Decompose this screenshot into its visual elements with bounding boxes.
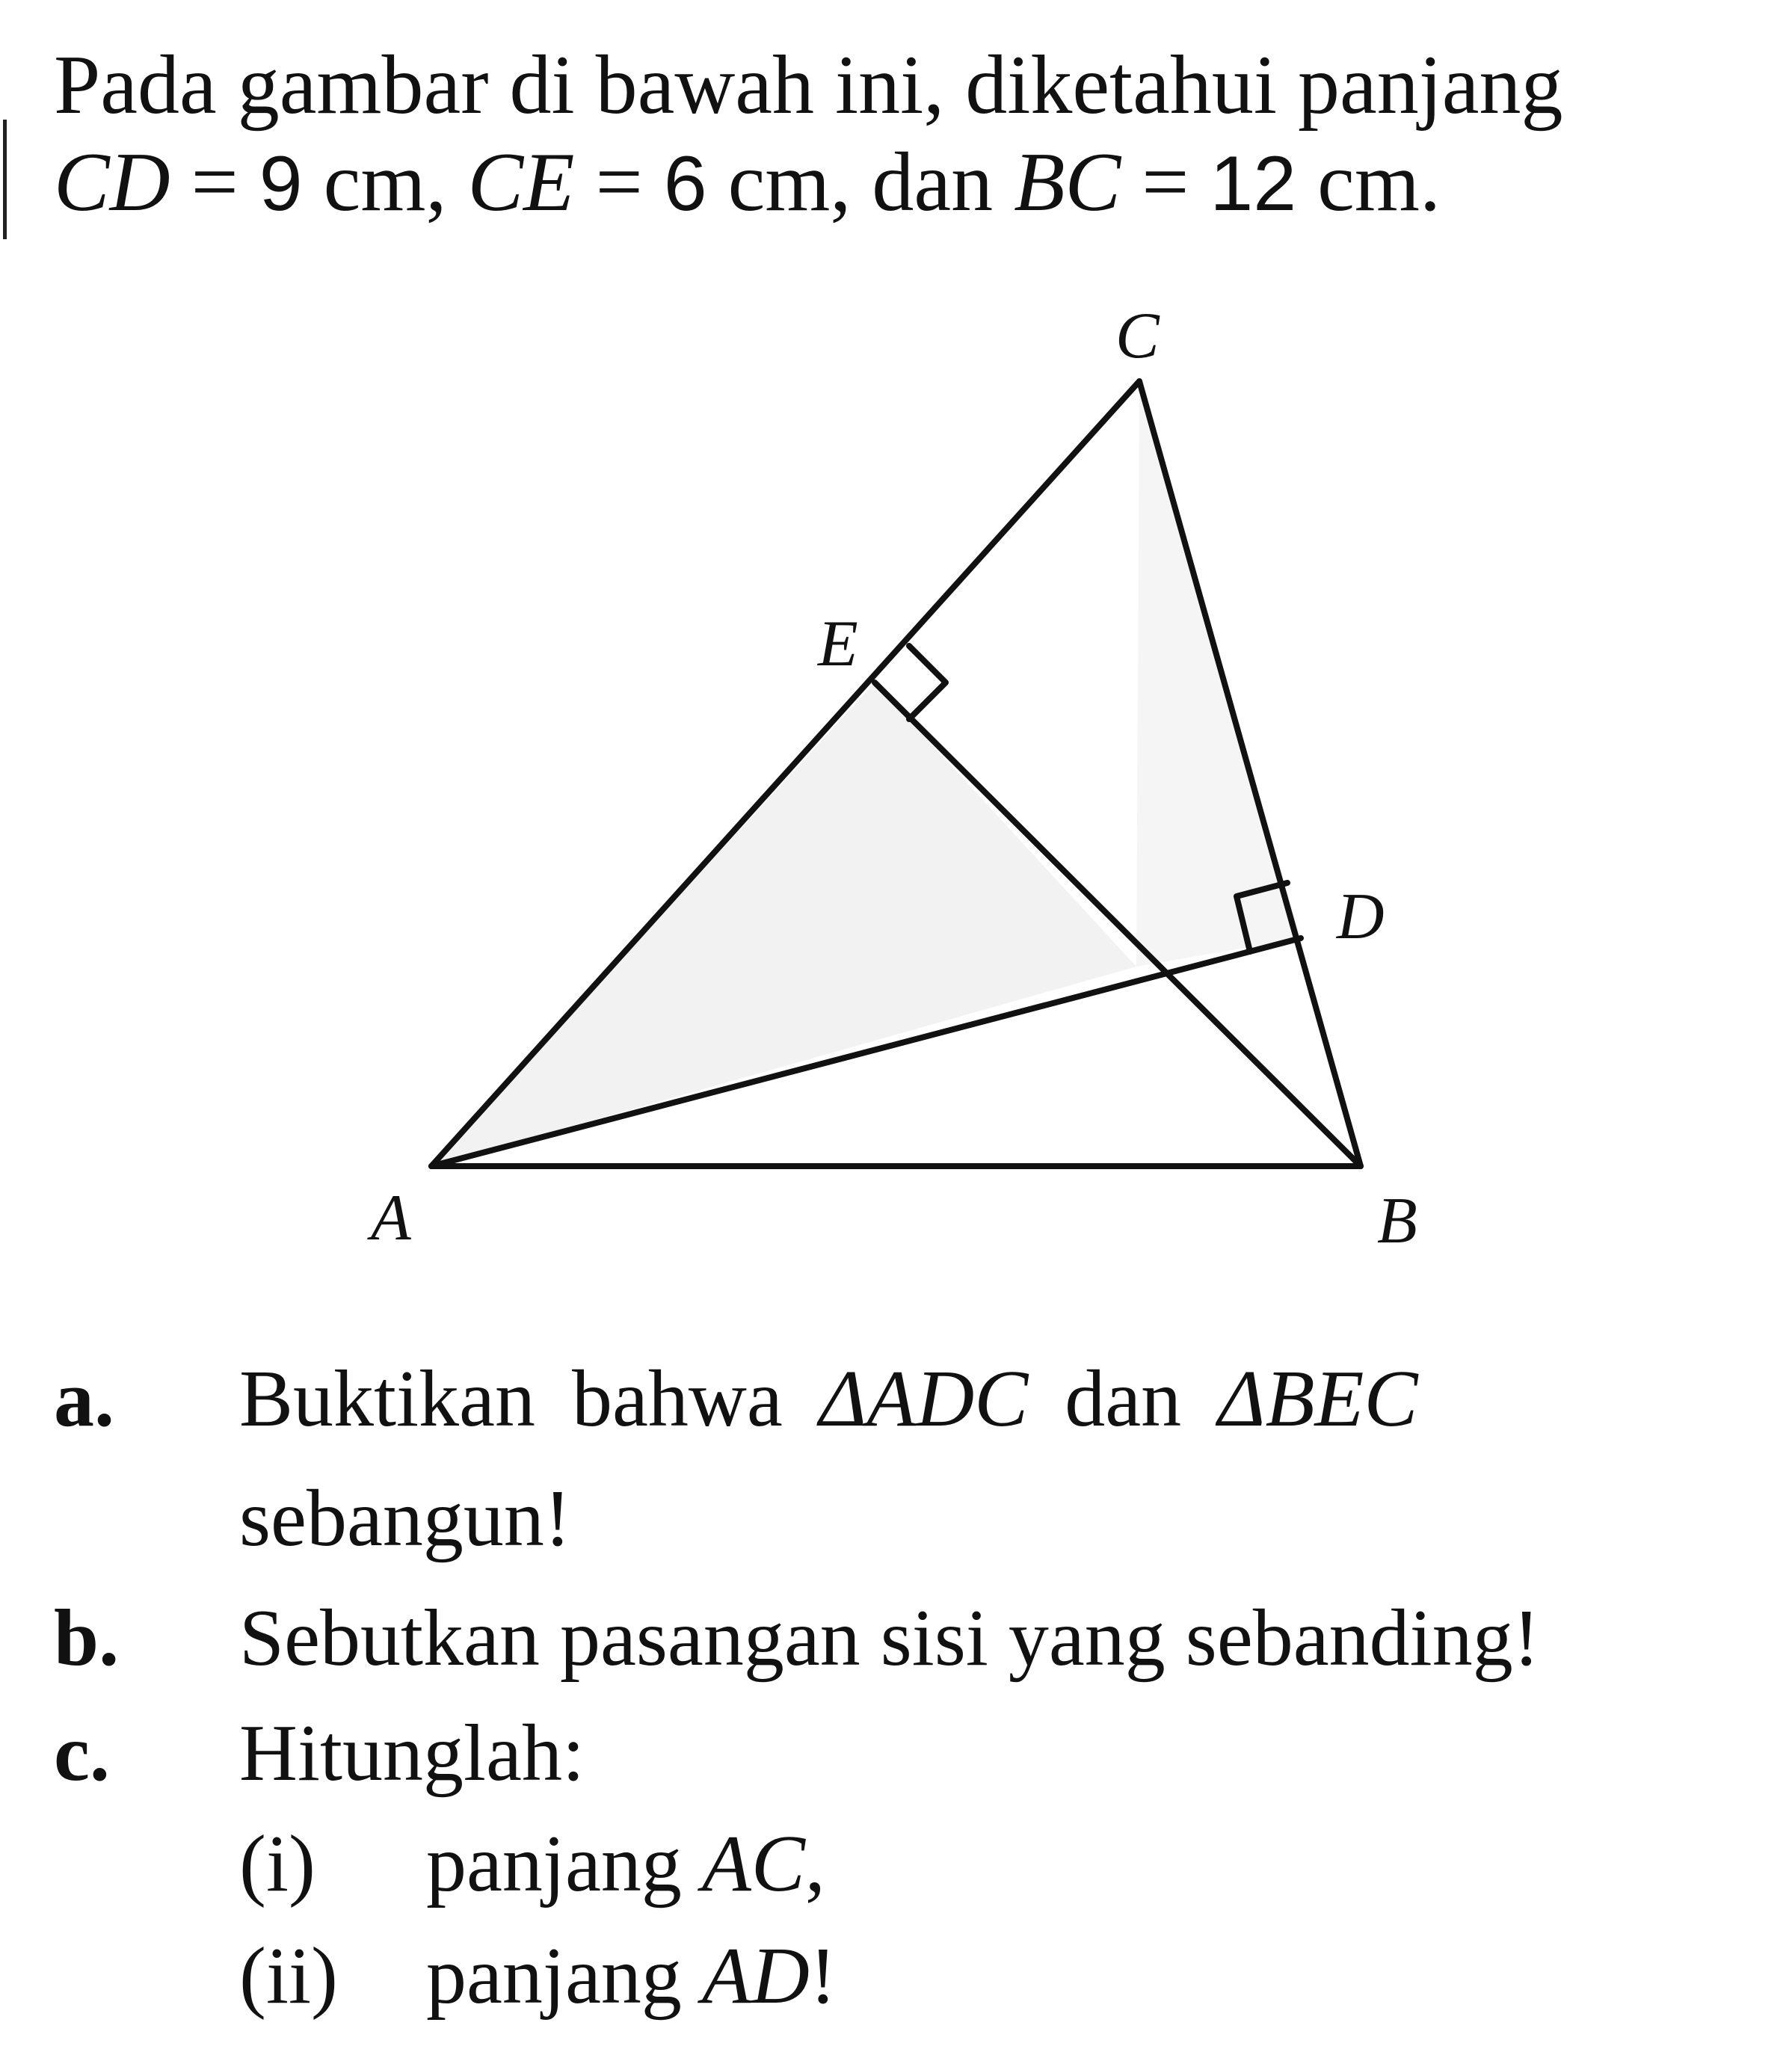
question-a-label: a. bbox=[54, 1355, 114, 1444]
question-a-text: Buktikan bahwa ΔADC dan ΔBEC bbox=[239, 1355, 1418, 1444]
given-bc-segment: BC bbox=[1014, 136, 1121, 229]
given-ce-unit: cm bbox=[727, 136, 831, 229]
given-bc-unit: cm bbox=[1317, 136, 1420, 229]
given-cd-segment: CD bbox=[54, 136, 170, 229]
question-a-text-line2: sebangun! bbox=[239, 1474, 571, 1563]
triangle-adc: ΔADC bbox=[819, 1355, 1029, 1444]
point-label-d: D bbox=[1337, 881, 1385, 953]
right-angle-mark-e bbox=[909, 646, 946, 719]
given-ce-segment: CE bbox=[467, 136, 575, 229]
point-label-e: E bbox=[818, 608, 858, 680]
question-c-item-i-text: panjang AC, bbox=[426, 1820, 825, 1908]
given-cd-unit: cm bbox=[323, 136, 426, 229]
point-label-b: B bbox=[1377, 1185, 1417, 1257]
question-b-text: Sebutkan pasangan sisi yang sebanding! bbox=[239, 1594, 1540, 1683]
question-c-text: Hitunglah: bbox=[239, 1709, 585, 1798]
given-bc-value: 12 bbox=[1210, 141, 1297, 227]
given-ce-value: 6 bbox=[663, 141, 707, 227]
question-c-item-ii-text: panjang AD! bbox=[426, 1932, 837, 2021]
question-c-label: c. bbox=[54, 1709, 110, 1798]
shaded-region bbox=[431, 683, 1136, 1166]
question-c-item-ii-label: (ii) bbox=[239, 1932, 338, 2021]
point-label-c: C bbox=[1115, 300, 1160, 372]
given-cd-value: 9 bbox=[259, 141, 303, 227]
problem-given-line: CD = 9 cm, CE = 6 cm, dan BC = 12 cm. bbox=[54, 136, 1441, 229]
question-b-label: b. bbox=[54, 1594, 120, 1683]
point-label-a: A bbox=[371, 1182, 411, 1254]
problem-intro-line: Pada gambar di bawah ini, diketahui panjang bbox=[54, 39, 1563, 132]
question-c-item-i-label: (i) bbox=[239, 1820, 315, 1908]
triangle-bec: ΔBEC bbox=[1218, 1355, 1418, 1444]
